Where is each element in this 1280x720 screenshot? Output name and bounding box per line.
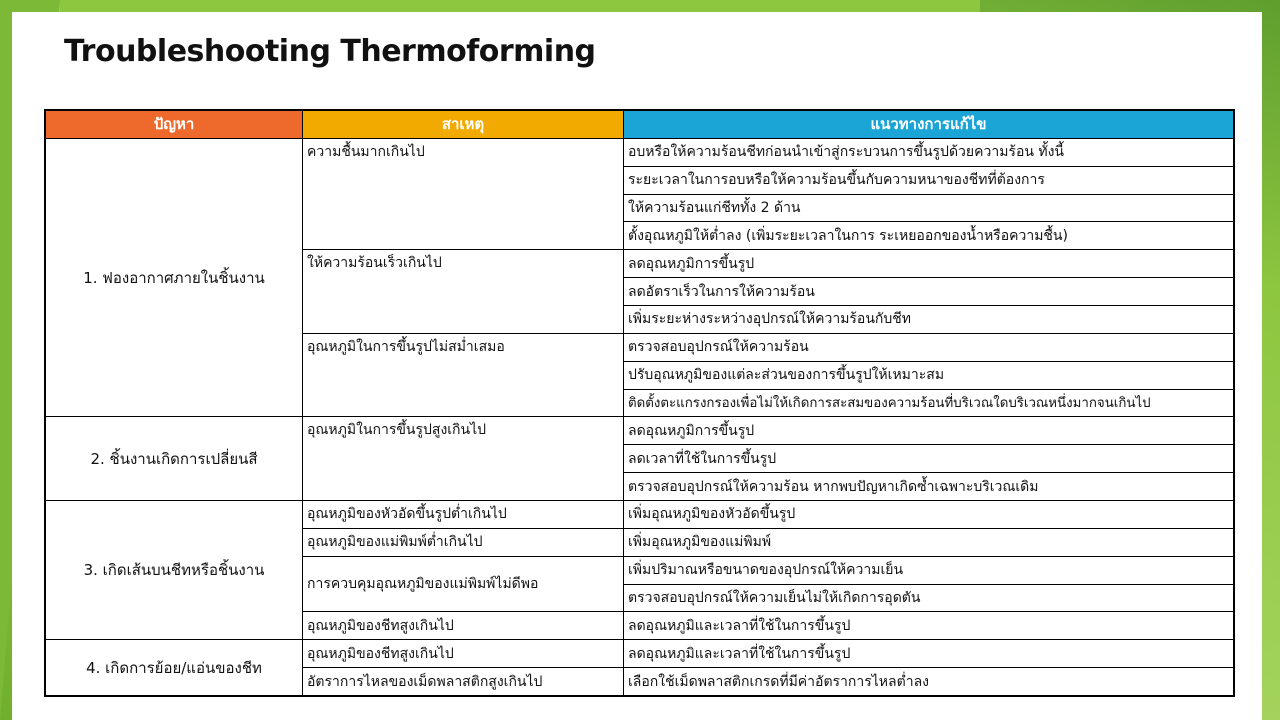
header-cause: สาเหตุ (303, 111, 623, 138)
solution-cell: ตั้งอุณหภูมิให้ต่ำลง (เพิ่มระยะเวลาในการ ระเหยออกของน้ำหรือความชื้น) (624, 222, 1233, 249)
solution-cell: ให้ความร้อนแก่ชีททั้ง 2 ด้าน (624, 195, 1233, 222)
solution-cell: ระยะเวลาในการอบหรือให้ความร้อนขึ้นกับความหนาของชีทที่ต้องการ (624, 167, 1233, 194)
cause-cell: ให้ความร้อนเร็วเกินไป (303, 250, 623, 333)
solution-cell: ลดอุณหภูมิและเวลาที่ใช้ในการขึ้นรูป (624, 640, 1233, 667)
troubleshooting-table (44, 109, 1235, 697)
cause-cell: การควบคุมอุณหภูมิของแม่พิมพ์ไม่ดีพอ (303, 557, 623, 612)
problem-cell: 2. ชิ้นงานเกิดการเปลี่ยนสี (46, 417, 302, 500)
problem-cell: 4. เกิดการย้อย/แอ่นของชีท (46, 640, 302, 695)
solution-cell: ปรับอุณหภูมิของแต่ละส่วนของการขึ้นรูปให้เหมาะสม (624, 362, 1233, 389)
solution-cell: ติดตั้งตะแกรงกรองเพื่อไม่ให้เกิดการสะสมของความร้อนที่บริเวณใดบริเวณหนึ่งมากจนเกินไป (624, 390, 1233, 417)
solution-cell: ลดอัตราเร็วในการให้ความร้อน (624, 278, 1233, 305)
header-problem: ปัญหา (46, 111, 302, 138)
solution-cell: ตรวจสอบอุปกรณ์ให้ความร้อน (624, 334, 1233, 361)
solution-cell: ลดอุณหภูมิการขึ้นรูป (624, 250, 1233, 277)
cause-cell: อุณหภูมิของชีทสูงเกินไป (303, 612, 623, 639)
solution-cell: อบหรือให้ความร้อนชีทก่อนนำเข้าสู่กระบวนการขึ้นรูปด้วยความร้อน ทั้งนี้ (624, 139, 1233, 166)
solution-cell: ตรวจสอบอุปกรณ์ให้ความร้อน หากพบปัญหาเกิดซ้ำเฉพาะบริเวณเดิม (624, 473, 1233, 500)
solution-cell: เพิ่มระยะห่างระหว่างอุปกรณ์ให้ความร้อนกับชีท (624, 306, 1233, 333)
solution-cell: เพิ่มอุณหภูมิของแม่พิมพ์ (624, 529, 1233, 556)
cause-cell: อุณหภูมิของชีทสูงเกินไป (303, 640, 623, 667)
solution-cell: เพิ่มปริมาณหรือขนาดของอุปกรณ์ให้ความเย็น (624, 557, 1233, 584)
page-title: Troubleshooting Thermoforming (64, 34, 596, 69)
cause-cell: อุณหภูมิในการขึ้นรูปสูงเกินไป (303, 417, 623, 500)
solution-cell: ลดอุณหภูมิและเวลาที่ใช้ในการขึ้นรูป (624, 612, 1233, 639)
header-solution: แนวทางการแก้ไข (624, 111, 1233, 138)
cause-cell: ความชื้นมากเกินไป (303, 139, 623, 249)
cause-cell: อุณหภูมิของแม่พิมพ์ต่ำเกินไป (303, 529, 623, 556)
solution-cell: เลือกใช้เม็ดพลาสติกเกรดที่มีค่าอัตราการไหลต่ำลง (624, 668, 1233, 695)
problem-cell: 3. เกิดเส้นบนชีทหรือชิ้นงาน (46, 501, 302, 639)
cause-cell: อุณหภูมิของหัวอัดขึ้นรูปต่ำเกินไป (303, 501, 623, 528)
solution-cell: เพิ่มอุณหภูมิของหัวอัดขึ้นรูป (624, 501, 1233, 528)
solution-cell: ตรวจสอบอุปกรณ์ให้ความเย็นไม่ให้เกิดการอุดตัน (624, 585, 1233, 612)
problem-cell: 1. ฟองอากาศภายในชิ้นงาน (46, 139, 302, 417)
solution-cell: ลดอุณหภูมิการขึ้นรูป (624, 417, 1233, 444)
solution-cell: ลดเวลาที่ใช้ในการขึ้นรูป (624, 445, 1233, 472)
cause-cell: อุณหภูมิในการขึ้นรูปไม่สม่ำเสมอ (303, 334, 623, 417)
cause-cell: อัตราการไหลของเม็ดพลาสติกสูงเกินไป (303, 668, 623, 695)
